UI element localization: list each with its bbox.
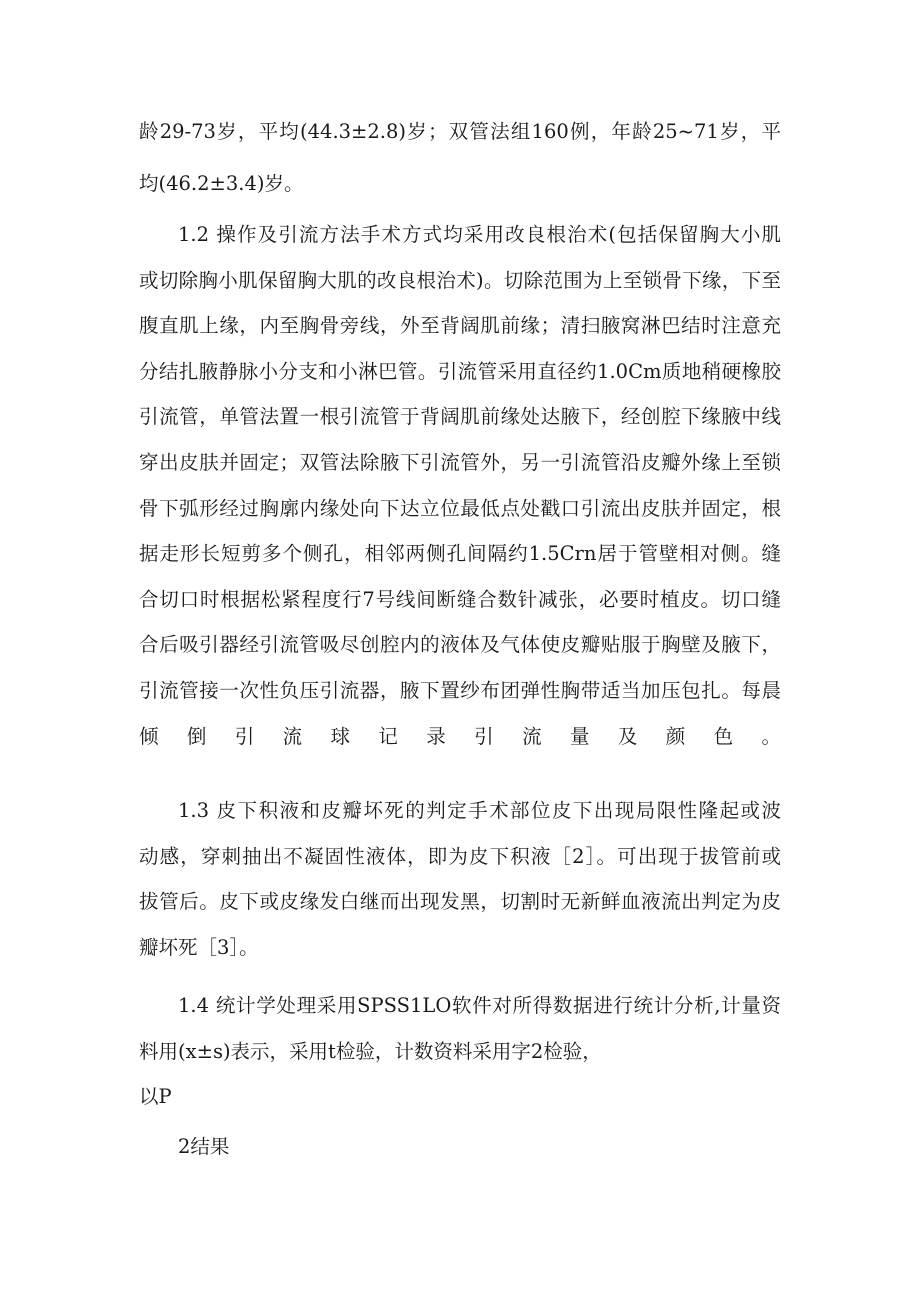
text-line: 分结扎腋静脉小分支和小淋巴管。引流管采用直径约1.0Cm质地稍硬橡胶	[139, 360, 781, 383]
text-line: 穿出皮肤并固定；双管法除腋下引流管外，另一引流管沿皮瓣外缘上至锁	[139, 451, 781, 474]
text-line: 合后吸引器经引流管吸尽创腔内的液体及气体使皮瓣贴服于胸壁及腋下，	[139, 633, 781, 656]
text-line: 倾倒引流球记录引流量及颜色。	[139, 725, 781, 748]
text-line: 或切除胸小肌保留胸大肌的改良根治术)。切除范围为上至锁骨下缘，下至	[139, 269, 781, 292]
text-line: 瓣坏死［3］。	[139, 936, 259, 959]
text-line: 引流管接一次性负压引流器，腋下置纱布团弹性胸带适当加压包扎。每晨	[139, 679, 781, 702]
section-1-2-first-line: 1.2 操作及引流方法手术方式均采用改良根治术(包括保留胸大小肌	[178, 223, 781, 246]
text-line: 骨下弧形经过胸廓内缘处向下达立位最低点处戳口引流出皮肤并固定，根	[139, 497, 781, 520]
section-1-4-first-line: 1.4 统计学处理采用SPSS1LO软件对所得数据进行统计分析,计量资	[178, 994, 781, 1017]
text-line: 龄29-73岁，平均(44.3±2.8)岁；双管法组160例，年龄25~71岁，平	[139, 120, 781, 143]
text-line: 均(46.2±3.4)岁。	[139, 172, 304, 195]
text-line: 料用(x±s)表示，采用t检验，计数资料采用字2检验，	[139, 1040, 602, 1063]
text-line: 腹直肌上缘，内至胸骨旁线，外至背阔肌前缘；清扫腋窝淋巴结时注意充	[139, 314, 781, 337]
section-heading-results: 2结果	[178, 1135, 230, 1158]
text-line: 引流管，单管法置一根引流管于背阔肌前缘处达腋下，经创腔下缘腋中线	[139, 405, 781, 428]
text-line: 合切口时根据松紧程度行7号线间断缝合数针减张，必要时植皮。切口缝	[139, 588, 781, 611]
text-line: 据走形长短剪多个侧孔，相邻两侧孔间隔约1.5Crn居于管壁相对侧。缝	[139, 542, 781, 565]
section-1-3-first-line: 1.3 皮下积液和皮瓣坏死的判定手术部位皮下出现局限性隆起或波	[178, 799, 781, 822]
text-line: 动感，穿刺抽出不凝固性液体，即为皮下积液［2］。可出现于拔管前或	[139, 845, 781, 868]
text-line: 以P	[139, 1085, 172, 1108]
text-line: 拔管后。皮下或皮缘发白继而出现发黑，切割时无新鲜血液流出判定为皮	[139, 890, 781, 913]
